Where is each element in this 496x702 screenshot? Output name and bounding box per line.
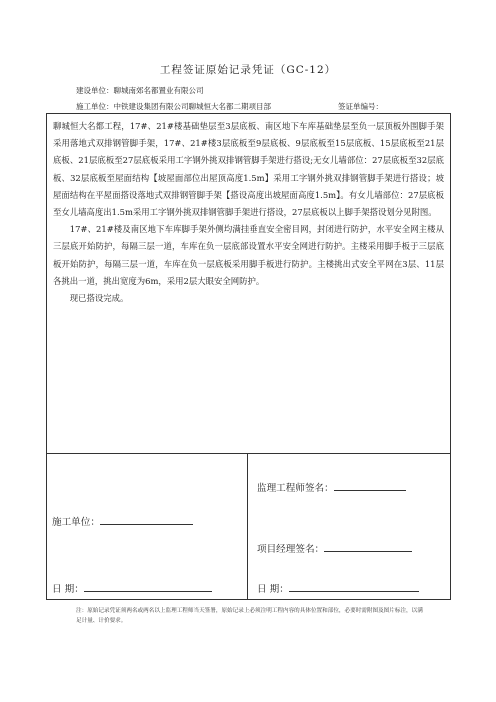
signature-section bbox=[47, 454, 450, 599]
contractor-value: 中铁建设集团有限公司聊城恒大名都二期项目部 bbox=[113, 102, 271, 111]
client-label: 建设单位： bbox=[76, 86, 114, 95]
document-title: 工程签证原始记录凭证（GC-12） bbox=[159, 64, 337, 76]
signature-divider bbox=[247, 454, 248, 599]
manager-signature bbox=[257, 541, 412, 555]
supervisor-signature-label: 监理工程师签名： bbox=[257, 483, 334, 494]
contractor-row bbox=[76, 101, 383, 112]
contractor-signature-label: 施工单位： bbox=[52, 517, 100, 528]
contractor-label: 施工单位： bbox=[76, 102, 114, 111]
client-value: 聊城南郊名都置业有限公司 bbox=[113, 86, 204, 95]
record-table bbox=[46, 113, 451, 600]
date-left-line[interactable] bbox=[84, 591, 212, 592]
date-left bbox=[52, 581, 212, 595]
content-paragraph-3: 现已搭设完成。 bbox=[69, 293, 129, 304]
footnote: 注：原始记录凭证须两名或两名以上监理工程师当天签署，原始记录上必须注明工程内容的具体位置和部位，必要时需附图及图片标注，以满足计量、计价要求。 bbox=[76, 608, 423, 624]
content-paragraph-2: 17#、21#楼及南区地下车库脚手架外侧均满挂垂直安全密目网，封闭进行防护，水平安全网主楼从三层底开始防护，每隔三层一道，车库在负一层底部设置水平安全网进行防护。主楼采用脚手板于三层底板开始防护，每隔三层一道，车库在负一层底板采用脚手板进行防护。主楼挑出式安全平网在3层、11层各挑出一道，挑出宽度为6m，采用2层大眼安全网防护。 bbox=[53, 224, 444, 286]
client-row bbox=[76, 85, 204, 96]
manager-signature-label: 项目经理签名： bbox=[257, 544, 325, 555]
date-right bbox=[257, 581, 419, 595]
supervisor-signature-line[interactable] bbox=[334, 490, 406, 491]
record-content bbox=[47, 114, 450, 454]
date-left-label: 日 期： bbox=[52, 584, 84, 595]
supervisor-signature bbox=[257, 480, 406, 494]
content-paragraph-1: 聊城恒大名都工程，17#、21#楼基础垫层至3层底板、南区地下车库基础垫层至负一层顶板外围脚手架采用落地式双排钢管脚手架，17#、21#楼3层底板至9层底板、9层底板至15层底板、15层底板至21层底板、21层底板至27层底板采用工字钢外挑双排钢管脚手架进行搭设;无女儿墙部位：27层底板至32层底板、32层底板至屋面结构【坡屋面部位出屋顶高度1.5m】采用工字钢外挑双排钢管脚手架进行搭设；坡屋面结构在平屋面搭设落地式双排钢管脚手架【搭设高度出坡屋面高度1.5m】。有女儿墙部位：27层底板至女儿墙高度出1.5m采用工字钢外挑双排钢管脚手架进行搭设，27层底板以上脚手架搭设划分见附图。 bbox=[53, 121, 444, 218]
serial-number-label: 签证单编号： bbox=[338, 102, 383, 111]
date-right-line[interactable] bbox=[289, 591, 419, 592]
date-right-label: 日 期： bbox=[257, 584, 289, 595]
contractor-signature-line[interactable] bbox=[100, 524, 193, 525]
manager-signature-line[interactable] bbox=[324, 551, 412, 552]
contractor-signature bbox=[52, 514, 193, 528]
